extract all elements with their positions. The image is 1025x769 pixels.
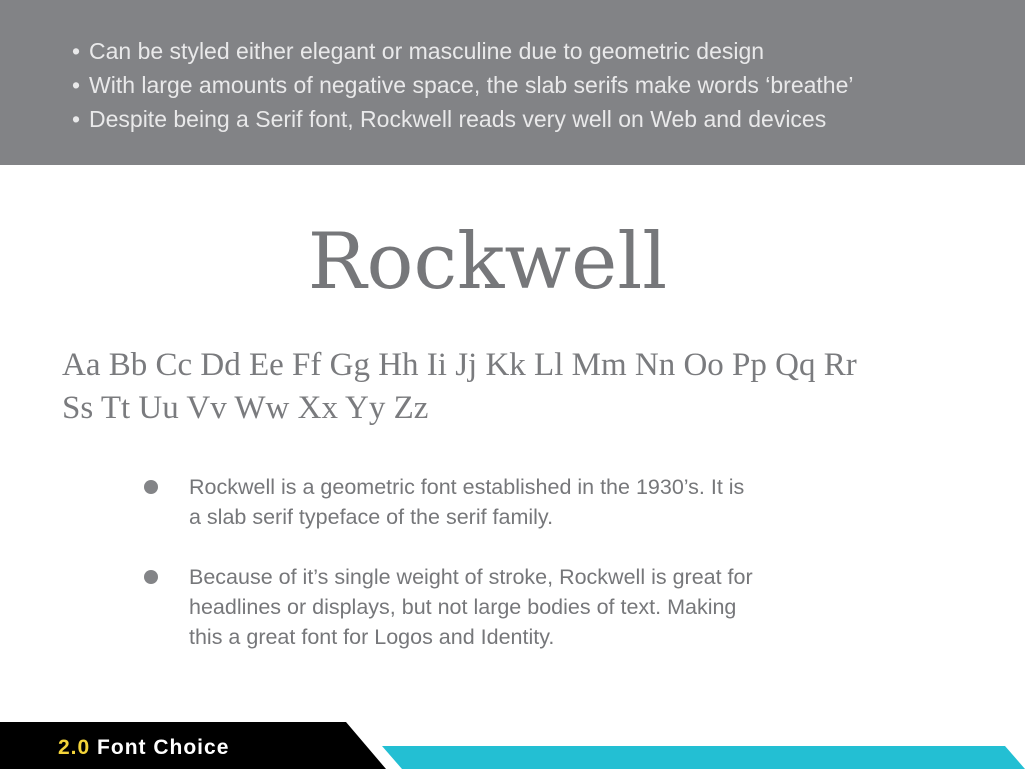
alphabet-specimen (62, 344, 982, 430)
footer-cyan-stripe (382, 746, 1025, 769)
bullet-icon: • (72, 72, 81, 98)
footer-bar (0, 722, 1025, 769)
header-point: • Despite being a Serif font, Rockwell reads very well on Web and devices (72, 102, 854, 136)
bullet-icon (144, 480, 158, 494)
description-item (143, 562, 843, 652)
description-line: headlines or displays, but not large bodies of text. Making (189, 595, 737, 619)
header-band (0, 0, 1025, 165)
header-point: • Can be styled either elegant or masculine due to geometric design (72, 34, 854, 68)
description-list (143, 472, 843, 682)
bullet-icon: • (72, 38, 81, 64)
description-line: this a great font for Logos and Identity. (189, 625, 555, 649)
bullet-icon: • (72, 106, 81, 132)
section-number: 2.0 (58, 736, 91, 759)
header-point-list (72, 34, 854, 136)
description-line: a slab serif typeface of the serif family. (189, 505, 554, 529)
alphabet-line: Aa Bb Cc Dd Ee Ff Gg Hh Ii Jj Kk Ll Mm Nn Oo Pp Qq Rr (62, 347, 857, 383)
section-label (58, 735, 229, 761)
description-line: Because of it’s single weight of stroke, Rockwell is great for (189, 565, 753, 589)
description-line: Rockwell is a geometric font established in the 1930’s. It is (189, 475, 745, 499)
bullet-icon (144, 570, 158, 584)
font-name-heading: Rockwell (307, 217, 668, 307)
header-point: • With large amounts of negative space, the slab serifs make words ‘breathe’ (72, 68, 854, 102)
alphabet-line: Ss Tt Uu Vv Ww Xx Yy Zz (62, 390, 429, 426)
description-item (143, 472, 843, 532)
section-title: Font Choice (97, 736, 230, 759)
